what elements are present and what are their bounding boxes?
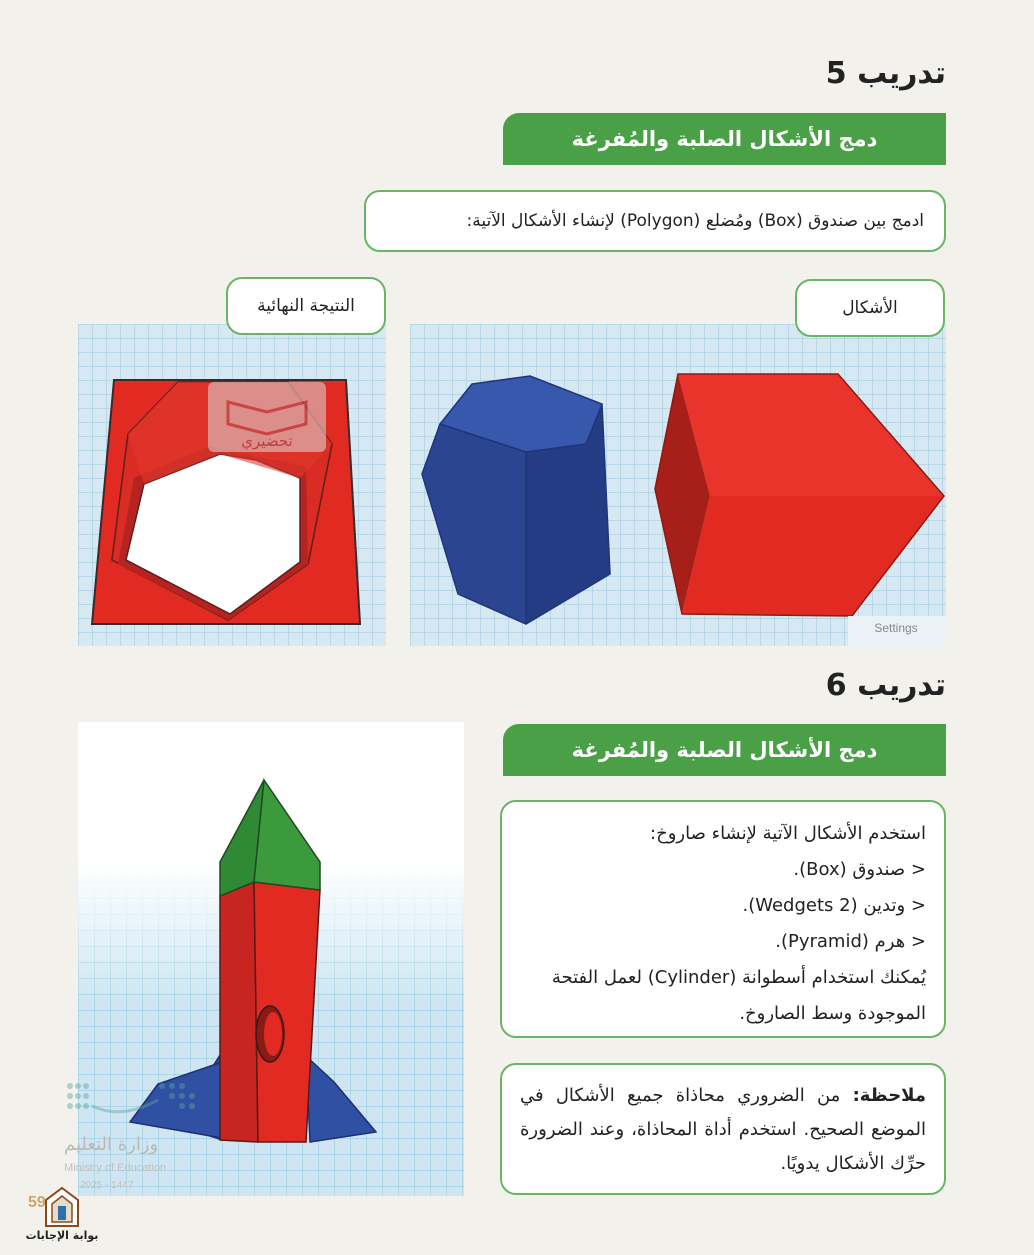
result-panel (78, 324, 386, 646)
exercise-5-instruction-box (364, 190, 946, 252)
ministry-logo-icon (62, 1076, 212, 1136)
instruction-line-cylinder-2: الموجودة وسط الصاروخ. (739, 1003, 926, 1024)
exercise-5-instruction: ادمج بين صندوق (Box) ومُضلع (Polygon) لإنشاء الأشكال الآتية: (466, 211, 924, 231)
exercise-5-header-bar: دمج الأشكال الصلبة والمُفرغة (503, 113, 946, 165)
shapes-scene (410, 324, 946, 646)
watermark-text: تحضيري (241, 432, 293, 450)
instruction-line-wedges: < وتدين (Wedgets 2). (742, 895, 926, 916)
note-text: من الضروري محاذاة جميع الأشكال في الموضع الصحيح. استخدم أداة المحاذاة، وعند الضرورة حرِّك الأشكال يدويًا. (520, 1085, 926, 1174)
instruction-line-cylinder: يُمكنك استخدام أسطوانة (Cylinder) لعمل الفتحة (551, 967, 926, 988)
result-label: النتيجة النهائية (257, 296, 355, 316)
instruction-line-box: < صندوق (Box). (793, 859, 926, 880)
ministry-year: 2025 - 1447 (80, 1180, 134, 1191)
brand-logo-icon (40, 1186, 84, 1230)
note-label: ملاحظة: (852, 1085, 926, 1106)
settings-label[interactable]: Settings (874, 621, 918, 635)
shapes-label-box (795, 279, 945, 337)
result-scene (78, 324, 386, 646)
shapes-panel (410, 324, 946, 646)
watermark-logo (208, 382, 326, 452)
exercise-6-header-bar: دمج الأشكال الصلبة والمُفرغة (503, 724, 946, 776)
ministry-name-ar: وزارة التعليم (64, 1134, 159, 1155)
exercise-6-instruction-box (500, 800, 946, 1038)
instruction-line-pyramid: < هرم (Pyramid). (775, 931, 926, 952)
ministry-name-en: Ministry of Education (64, 1162, 167, 1174)
brand-name[interactable]: بوابة الإجابات (25, 1229, 99, 1242)
exercise-5-title: تدريب 5 (825, 56, 946, 91)
instruction-line-1: استخدم الأشكال الآتية لإنشاء صاروخ: (650, 823, 926, 844)
shapes-label: الأشكال (842, 298, 898, 318)
exercise-6-title: تدريب 6 (825, 668, 946, 703)
result-label-box (226, 277, 386, 335)
note-box (500, 1063, 946, 1195)
page-number: 59 (28, 1194, 46, 1211)
